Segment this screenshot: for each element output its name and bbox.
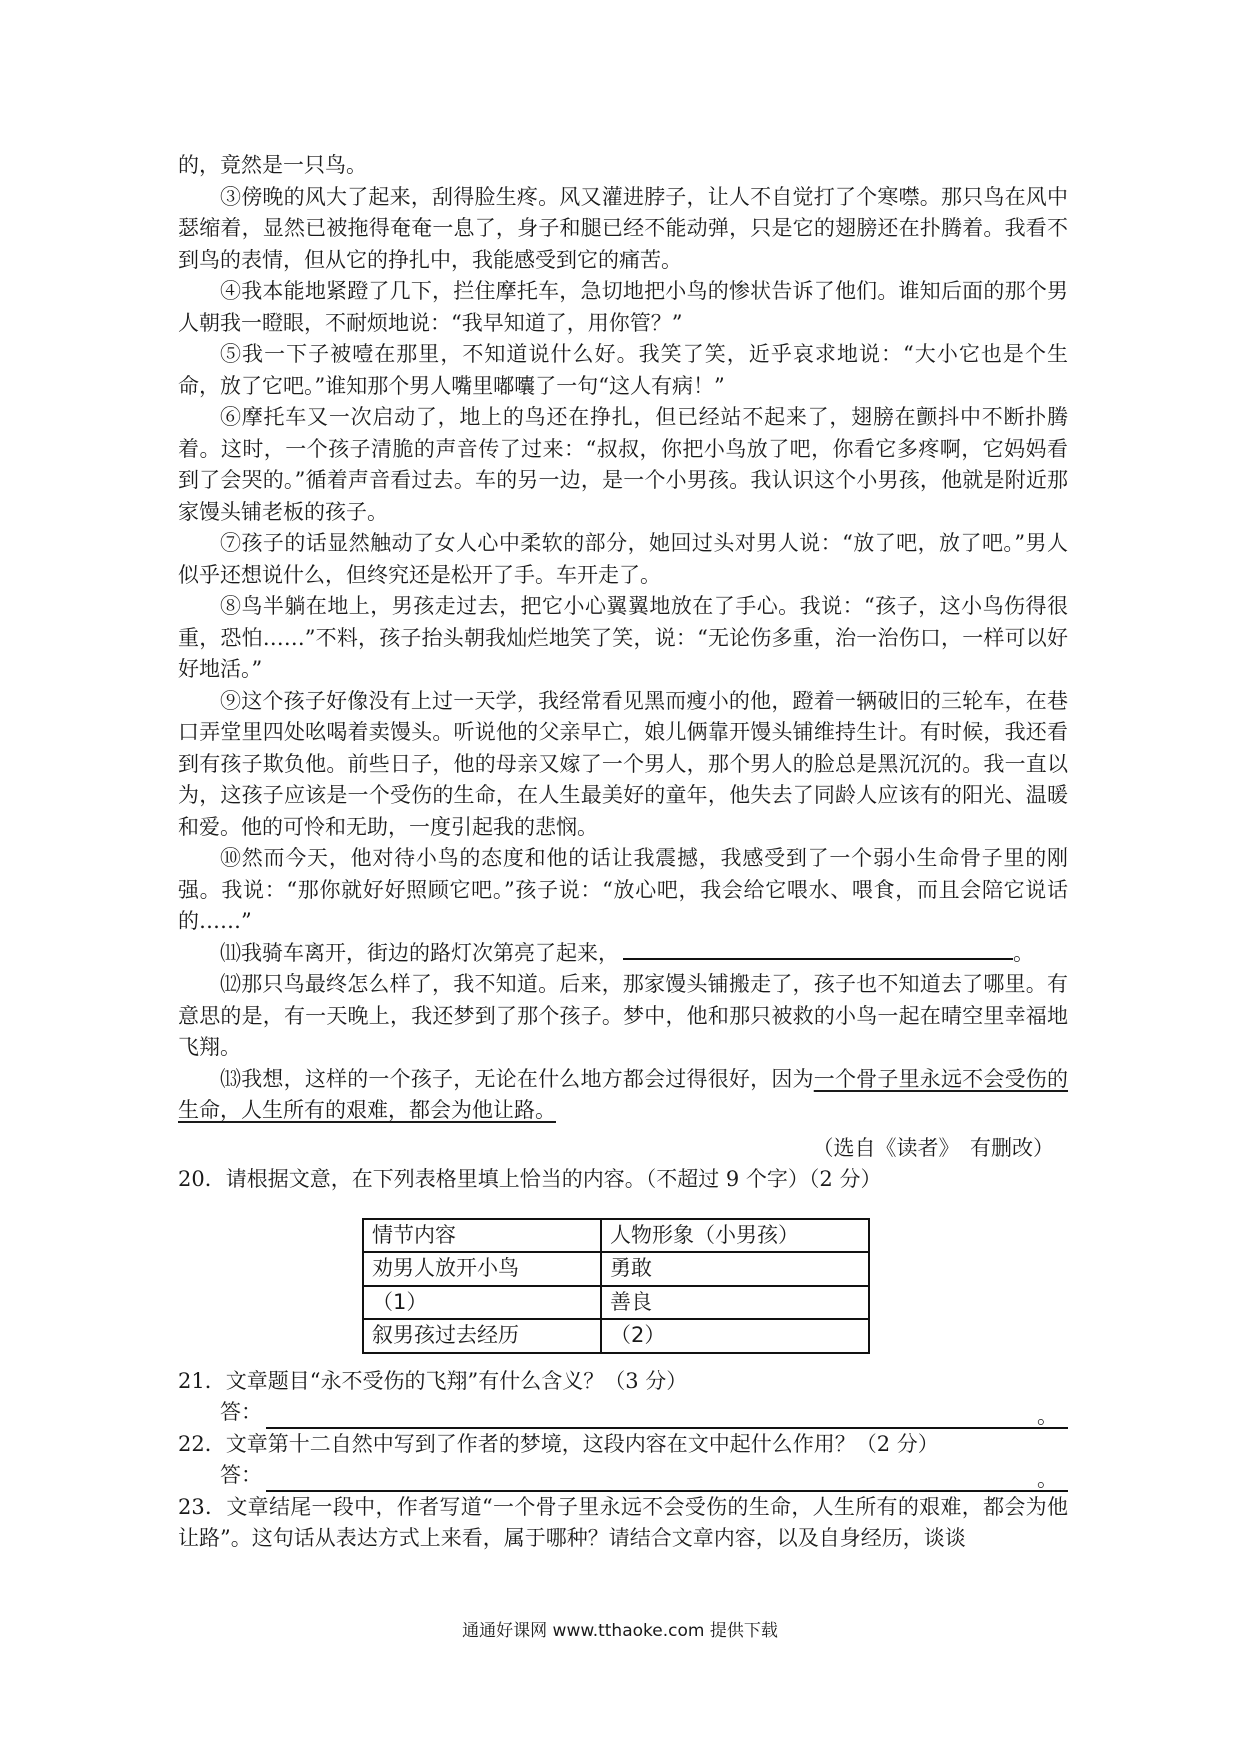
table-cell: 劝男人放开小鸟 xyxy=(363,1252,601,1286)
article-source: （选自《读者》 有删改） xyxy=(812,1135,1054,1160)
question-22: 22．文章第十二自然中写到了作者的梦境，这段内容在文中起什么作用？（2 分） xyxy=(178,1431,939,1456)
answer-table xyxy=(362,1218,870,1354)
question-20: 20．请根据文意，在下列表格里填上恰当的内容。（不超过 9 个字）（2 分） xyxy=(178,1167,882,1191)
paragraph-11-end: 。 xyxy=(1013,940,1034,965)
table-header-cell: 人物形象（小男孩） xyxy=(601,1219,869,1253)
table-row xyxy=(363,1319,869,1353)
table-cell-blank-1[interactable]: （1） xyxy=(363,1286,601,1320)
article-paragraph-11 xyxy=(178,938,1068,970)
answer-label: 答： xyxy=(220,1463,262,1487)
table-cell: 勇敢 xyxy=(601,1252,869,1286)
page-content xyxy=(178,150,1068,1555)
table-header-row xyxy=(363,1219,869,1253)
article-paragraph-7: ⑦孩子的话显然触动了女人心中柔软的部分，她回过头对男人说：“放了吧，放了吧。”男人似乎还想说什么，但终究还是松开了手。车开走了。 xyxy=(178,531,1068,587)
article-paragraph-10: ⑩然而今天，他对待小鸟的态度和他的话让我震撼，我感受到了一个弱小生命骨子里的刚强。我说：“那你就好好照顾它吧。”孩子说：“放心吧，我会给它喂水、喂食，而且会陪它说话的……” xyxy=(178,846,1068,933)
article-paragraph-4: ④我本能地紧蹬了几下，拦住摩托车，急切地把小鸟的惨状告诉了他们。谁知后面的那个男人朝我一瞪眼，不耐烦地说：“我早知道了，用你管？” xyxy=(178,279,1068,335)
table-cell-blank-2[interactable]: （2） xyxy=(601,1319,869,1353)
underlined-sentence: 一个骨子里永远不会受伤的生命，人生所有的艰难，都会为他让路。 xyxy=(178,1066,1069,1122)
answer-label: 答： xyxy=(220,1400,262,1424)
article-paragraph-continued: 的，竟然是一只鸟。 xyxy=(178,153,367,177)
answer-period: 。 xyxy=(1037,1467,1058,1491)
answer-line-22[interactable] xyxy=(266,1464,1068,1492)
paragraph-11-text: ⑾我骑车离开，街边的路灯次第亮了起来， xyxy=(220,940,619,965)
question-21: 21．文章题目“永不受伤的飞翔”有什么含义？（3 分） xyxy=(178,1368,688,1393)
article-paragraph-13 xyxy=(178,1064,1068,1127)
table-row xyxy=(363,1252,869,1286)
answer-row-22 xyxy=(220,1460,1068,1492)
table-cell: 善良 xyxy=(601,1286,869,1320)
answer-line-21[interactable] xyxy=(266,1401,1068,1429)
table-cell: 叙男孩过去经历 xyxy=(363,1319,601,1353)
table-row xyxy=(363,1286,869,1320)
page-footer: 通通好课网 www.tthaoke.com 提供下载 xyxy=(462,1621,778,1641)
fill-in-blank[interactable] xyxy=(623,938,1013,960)
article-paragraph-6: ⑥摩托车又一次启动了，地上的鸟还在挣扎，但已经站不起来了，翅膀在颤抖中不断扑腾着。这时，一个孩子清脆的声音传了过来：“叔叔，你把小鸟放了吧，你看它多疼啊，它妈妈看到了会哭的。”循着声音看过去。车的另一边，是一个小男孩。我认识这个小男孩，他就是附近那家馒头铺老板的孩子。 xyxy=(178,405,1068,524)
paragraph-13-text: ⒀我想，这样的一个孩子，无论在什么地方都会过得很好，因为 xyxy=(220,1066,814,1091)
article-paragraph-12: ⑿那只鸟最终怎么样了，我不知道。后来，那家馒头铺搬走了，孩子也不知道去了哪里。有意思的是，有一天晚上，我还梦到了那个孩子。梦中，他和那只被救的小鸟一起在晴空里幸福地飞翔。 xyxy=(178,972,1068,1059)
article-paragraph-5: ⑤我一下子被噎在那里，不知道说什么好。我笑了笑，近乎哀求地说：“大小它也是个生命，放了它吧。”谁知那个男人嘴里嘟囔了一句“这人有病！” xyxy=(178,342,1068,398)
article-paragraph-9: ⑨这个孩子好像没有上过一天学，我经常看见黑而瘦小的他，蹬着一辆破旧的三轮车，在巷口弄堂里四处吆喝着卖馒头。听说他的父亲早亡，娘儿俩靠开馒头铺维持生计。有时候，我还看到有孩子欺负他。前些日子，他的母亲又嫁了一个男人，那个男人的脸总是黑沉沉的。我一直以为，这孩子应该是一个受伤的生命，在人生最美好的童年，他失去了同龄人应该有的阳光、温暖和爱。他的可怜和无助，一度引起我的悲悯。 xyxy=(178,688,1068,839)
article-paragraph-3: ③傍晚的风大了起来，刮得脸生疼。风又灌进脖子，让人不自觉打了个寒噤。那只鸟在风中瑟缩着，显然已被拖得奄奄一息了，身子和腿已经不能动弹，只是它的翅膀还在扑腾着。我看不到鸟的表情，但从它的挣扎中，我能感受到它的痛苦。 xyxy=(178,184,1068,272)
answer-period: 。 xyxy=(1037,1404,1058,1428)
question-23: 23．文章结尾一段中，作者写道“一个骨子里永远不会受伤的生命，人生所有的艰难，都会为他让路”。这句话从表达方式上来看，属于哪种？请结合文章内容，以及自身经历，谈谈 xyxy=(178,1494,1068,1550)
answer-row-21 xyxy=(220,1397,1068,1429)
article-paragraph-8: ⑧鸟半躺在地上，男孩走过去，把它小心翼翼地放在了手心。我说：“孩子，这小鸟伤得很重，恐怕……”不料，孩子抬头朝我灿烂地笑了笑，说：“无论伤多重，治一治伤口，一样可以好好地活。” xyxy=(178,594,1068,681)
table-header-cell: 情节内容 xyxy=(363,1219,601,1253)
